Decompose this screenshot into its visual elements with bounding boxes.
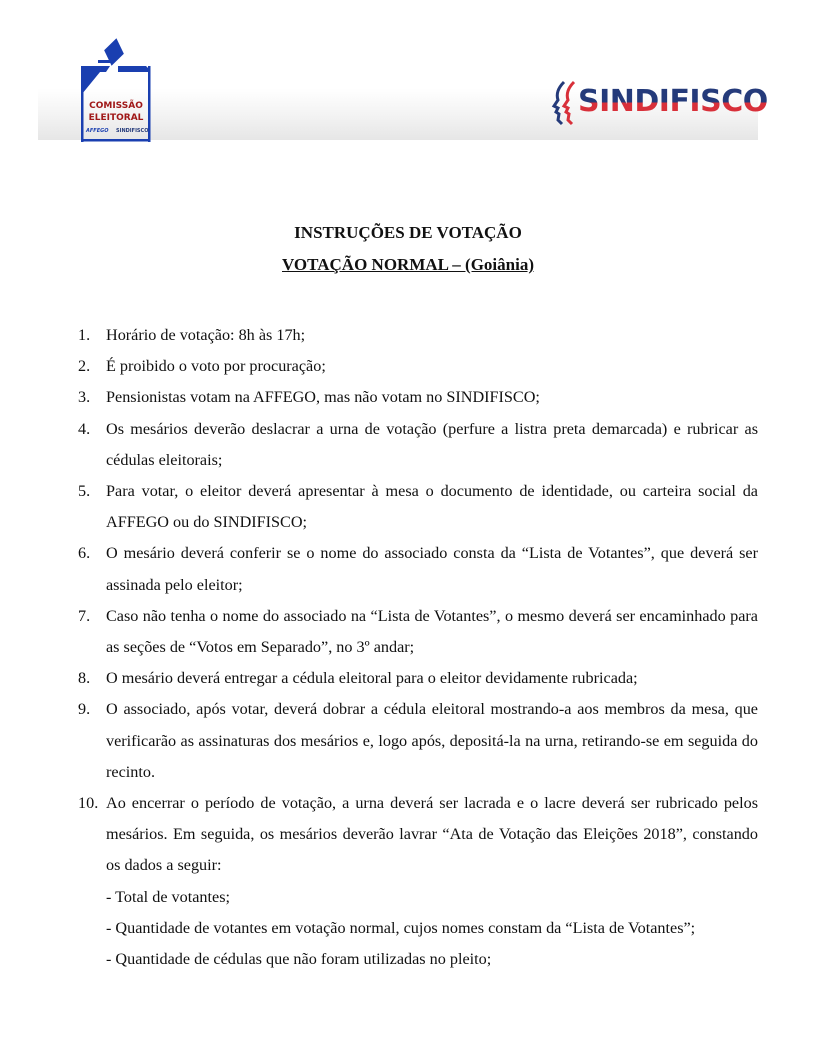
item-text: É proibido o voto por procuração;	[106, 357, 326, 376]
list-item	[78, 788, 758, 975]
item-number: 6.	[78, 544, 91, 563]
sub-item: - Quantidade de votantes em votação normal, cujos nomes constam da “Lista de Votantes”;	[106, 918, 696, 937]
list-item	[78, 538, 758, 600]
item-number: 4.	[78, 419, 91, 438]
logo-line1: COMISSÃO	[89, 101, 143, 111]
item-text: Ao encerrar o período de votação, a urna deverá ser lacrada e o lacre deverá ser rubricado pelos mesários. Em seguida, os mesários deverão lavrar “Ata de Votação das Eleições 2018”, constando os dados a seguir:	[106, 794, 758, 875]
sindifisco-logo	[550, 80, 768, 126]
item-text: Para votar, o eleitor deverá apresentar à mesa o documento de identidade, ou carteira social da AFFEGO ou do SINDIFISCO;	[106, 482, 758, 532]
item-text: O associado, após votar, deverá dobrar a cédula eleitoral mostrando-a aos membros da mesa, que verificarão as assinaturas dos mesários e, logo após, depositá-la na urna, retirando-se em seguida do recinto.	[106, 700, 758, 781]
logo-line2: ELEITORAL	[88, 113, 144, 123]
list-item	[78, 320, 758, 351]
item-text: Horário de votação: 8h às 17h;	[106, 326, 306, 344]
document-subtitle-text: VOTAÇÃO NORMAL – (Goiânia)	[282, 255, 534, 274]
faces-profile-icon	[550, 80, 578, 126]
instructions-list	[78, 320, 758, 975]
document-subtitle	[0, 255, 816, 275]
item-number: 5.	[78, 482, 91, 501]
item-text: Pensionistas votam na AFFEGO, mas não votam no SINDIFISCO;	[106, 388, 540, 407]
sub-item: - Total de votantes;	[106, 887, 230, 906]
item-text: O mesário deverá entregar a cédula eleitoral para o eleitor devidamente rubricada;	[106, 669, 638, 688]
sindifisco-wordmark: SINDIFISCO	[578, 84, 768, 119]
item-text: O mesário deverá conferir se o nome do associado consta da “Lista de Votantes”, que deverá ser assinada pelo eleitor;	[106, 544, 758, 594]
list-item	[78, 694, 758, 788]
logo-brand1: AFFEGO	[86, 128, 109, 134]
page-header	[38, 18, 768, 140]
item-number: 10.	[78, 794, 99, 813]
sub-item: - Quantidade de cédulas que não foram utilizadas no pleito;	[106, 950, 492, 969]
item-number: 8.	[78, 669, 91, 688]
list-item	[78, 663, 758, 694]
item-text: Caso não tenha o nome do associado na “Lista de Votantes”, o mesmo deverá ser encaminhado para as seções de “Votos em Separado”, no 3º andar;	[106, 606, 758, 657]
list-item	[78, 476, 758, 538]
comissao-eleitoral-logo	[78, 32, 154, 142]
document-title: INSTRUÇÕES DE VOTAÇÃO	[294, 223, 522, 242]
list-item	[78, 351, 758, 382]
item-number: 1.	[78, 326, 91, 344]
item-number: 7.	[78, 606, 91, 625]
item-number: 2.	[78, 357, 91, 376]
item-text: Os mesários deverão deslacrar a urna de votação (perfure a listra preta demarcada) e rubricar as cédulas eleitorais;	[106, 419, 758, 469]
logo-brand2: SINDIFISCO	[116, 128, 149, 134]
list-item	[78, 414, 758, 476]
item-number: 3.	[78, 388, 91, 407]
ballot-box-icon	[81, 36, 151, 142]
list-item	[78, 601, 758, 663]
item-number: 9.	[78, 700, 91, 719]
list-item	[78, 382, 758, 413]
